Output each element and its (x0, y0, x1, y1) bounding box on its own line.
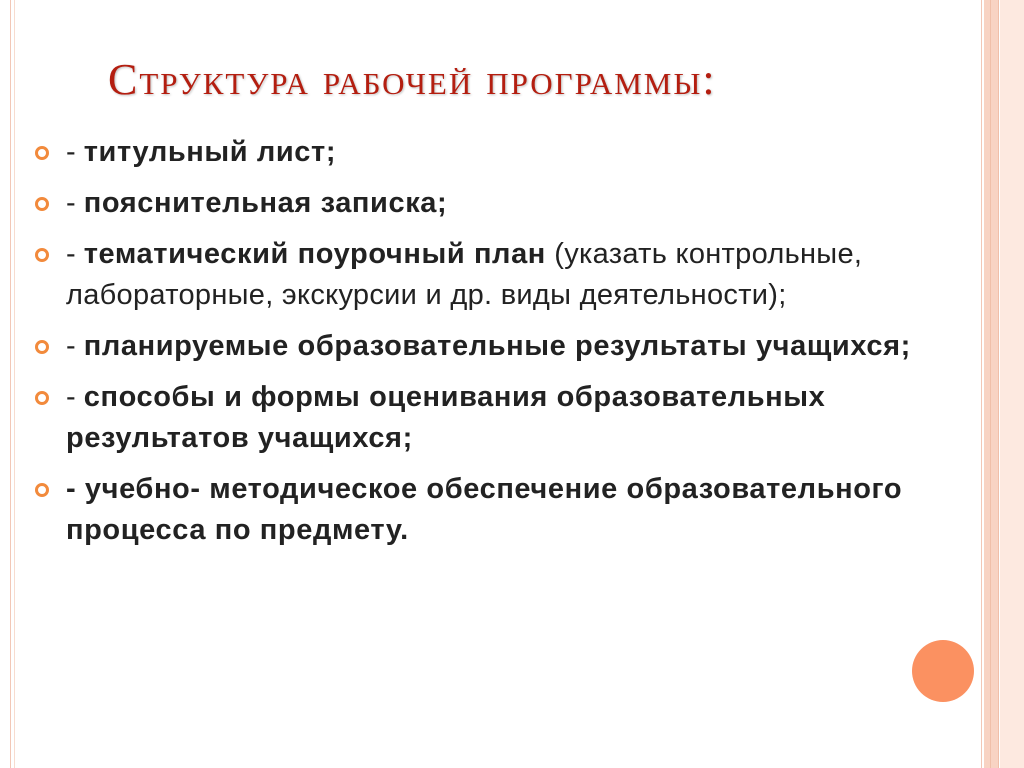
circle-bullet-icon (35, 391, 49, 405)
list-item (66, 469, 986, 551)
list-item (66, 326, 986, 367)
list-item (66, 377, 986, 459)
list-item (66, 234, 986, 316)
item-text-normal: (указать контрольные, лабораторные, экскурсии и др. виды деятельности); (66, 238, 863, 311)
decorative-circle-icon (912, 640, 974, 702)
item-dash: - (66, 187, 84, 219)
item-text-bold: способы и формы оценивания образовательных результатов учащихся; (66, 381, 826, 454)
item-text-bold: пояснительная записка; (83, 187, 448, 219)
circle-bullet-icon (35, 197, 49, 211)
slide-title: Структура рабочей программы: (108, 55, 717, 104)
decorative-stripe-line (990, 0, 991, 768)
list-item (66, 132, 986, 173)
item-dash: - (66, 330, 84, 362)
item-text-bold: - учебно- методическое обеспечение образовательного процесса по предмету. (66, 473, 903, 546)
decorative-stripe-pink (984, 0, 998, 768)
list-item (66, 183, 986, 224)
circle-bullet-icon (35, 248, 49, 262)
item-text-bold: титульный лист; (83, 136, 337, 168)
item-dash: - (66, 238, 84, 270)
item-text-bold: планируемые образовательные результаты учащихся; (83, 330, 911, 362)
circle-bullet-icon (35, 340, 49, 354)
circle-bullet-icon (35, 483, 49, 497)
item-text-bold: тематический поурочный план (83, 238, 546, 270)
decorative-stripe-line (998, 0, 999, 768)
decorative-stripe-light (1000, 0, 1024, 768)
item-dash: - (66, 136, 84, 168)
bullet-list (66, 132, 986, 561)
item-dash: - (66, 381, 84, 413)
circle-bullet-icon (35, 146, 49, 160)
